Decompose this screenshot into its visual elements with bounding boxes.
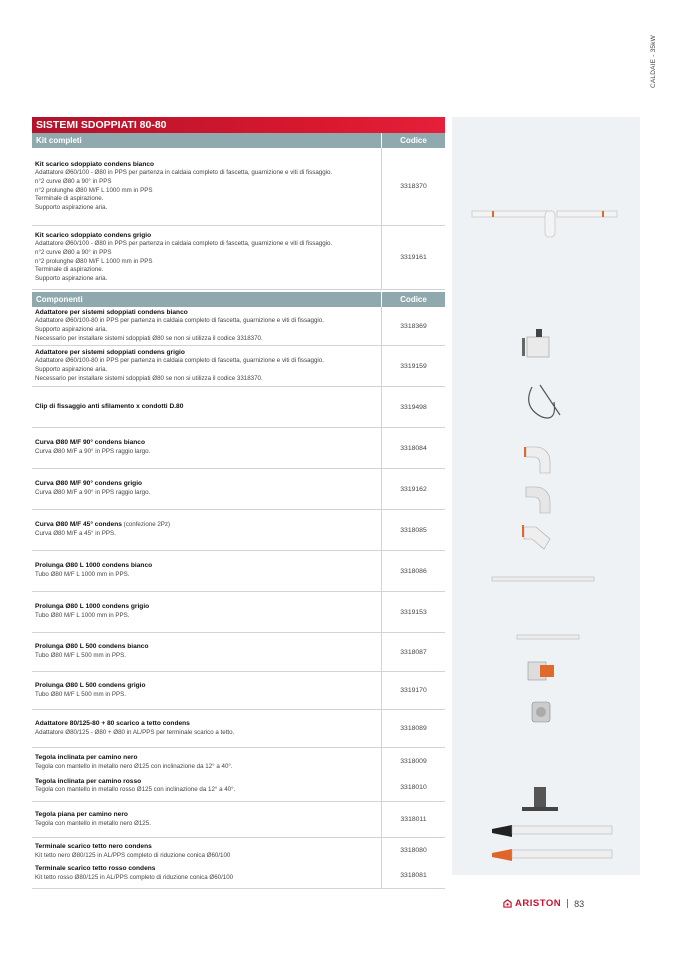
table-row bbox=[32, 748, 445, 802]
item-name: Prolunga Ø80 L 1000 condens grigio bbox=[35, 603, 150, 611]
item-code: 3319170 bbox=[400, 687, 427, 694]
item-detail: Adattatore Ø80/125 - Ø80 + Ø80 in AL/PPS per terminale scarico a tetto. bbox=[35, 728, 235, 736]
item-detail: Kit tetto rosso Ø80/125 in AL/PPS completo di riduzione conica Ø60/100 bbox=[35, 874, 234, 881]
page-number: 83 bbox=[574, 898, 585, 909]
item-description bbox=[32, 307, 382, 345]
item-description bbox=[32, 802, 382, 837]
table-row bbox=[32, 710, 445, 748]
item-name: Curva Ø80 M/F 90° condens grigio bbox=[35, 480, 143, 488]
roof-terminal-black-image bbox=[492, 825, 612, 837]
item-description bbox=[32, 428, 382, 468]
clip-image bbox=[529, 385, 560, 418]
item-detail: Tubo Ø80 M/F L 1000 mm in PPS. bbox=[35, 571, 130, 578]
table-row bbox=[32, 510, 445, 551]
item-detail: Tegola con mantello in metallo rosso Ø125 con inclinazione da 12° a 40°. bbox=[35, 786, 236, 794]
table-row bbox=[32, 672, 445, 710]
item-detail: Tegola con mantello in metallo nero Ø125 con inclinazione da 12° a 40°. bbox=[35, 762, 233, 770]
item-description bbox=[32, 633, 382, 671]
flat-tile-image bbox=[522, 787, 558, 811]
item-code: 3318087 bbox=[400, 648, 427, 656]
item-code: 3318369 bbox=[400, 322, 427, 330]
item-description bbox=[32, 148, 382, 225]
item-detail: Tubo Ø80 M/F L 500 mm in PPS. bbox=[35, 690, 127, 698]
table-row bbox=[32, 307, 445, 346]
item-code: 3318084 bbox=[400, 444, 427, 452]
item-description bbox=[32, 672, 382, 709]
adapter-image bbox=[522, 329, 549, 357]
table-row bbox=[32, 346, 445, 387]
item-name: Tegola inclinata per camino nero bbox=[35, 754, 138, 762]
components-header-code: Codice bbox=[400, 295, 427, 304]
item-code: 3319162 bbox=[400, 485, 427, 493]
section-side-tab: CALDAIE - 35kW bbox=[650, 34, 657, 88]
roof-terminal-red-image bbox=[492, 849, 612, 861]
extension-500-image bbox=[517, 635, 579, 639]
product-images-panel bbox=[452, 117, 640, 875]
item-detail: Supporto aspirazione aria. bbox=[35, 326, 108, 333]
item-code: 3318370 bbox=[400, 183, 427, 190]
item-description bbox=[32, 469, 382, 509]
item-name: Adattatore per sistemi sdoppiati condens grigio bbox=[35, 348, 185, 356]
item-code: 3318081 bbox=[400, 872, 427, 879]
item-detail: Necessario per installare sistemi sdoppiati Ø80 se non si utilizza il codice 3318370. bbox=[35, 374, 263, 382]
item-detail: Tubo Ø80 M/F L 500 mm in PPS. bbox=[35, 652, 127, 659]
extension-1000-image bbox=[492, 577, 594, 581]
item-code: 3319153 bbox=[400, 608, 427, 616]
item-detail: Curva Ø80 M/F a 90° in PPS raggio largo. bbox=[35, 448, 151, 455]
item-detail: Adattatore Ø60/100 - Ø80 in PPS per partenza in caldaia completo di fascetta, guarnizione e viti di fissaggio. bbox=[35, 240, 333, 248]
ariston-logo bbox=[503, 898, 561, 909]
house-icon bbox=[503, 899, 512, 908]
item-description bbox=[32, 226, 382, 289]
kit-pipes-image bbox=[472, 211, 617, 237]
item-name: Kit scarico sdoppiato condens grigio bbox=[35, 231, 152, 239]
item-description bbox=[32, 346, 382, 386]
item-code: 3318089 bbox=[400, 725, 427, 732]
item-detail: Kit tetto nero Ø80/125 in AL/PPS completo di riduzione conica Ø60/100 bbox=[35, 852, 231, 859]
item-name: Curva Ø80 M/F 45° condens bbox=[35, 521, 122, 529]
item-detail: Terminale di aspirazione. bbox=[35, 266, 104, 274]
item-detail: Tegola con mantello in metallo nero Ø125. bbox=[35, 819, 151, 827]
item-description bbox=[32, 551, 382, 591]
item-detail: Adattatore Ø60/100-80 in PPS per partenza in caldaia completo di fascetta, guarnizione e viti di fissaggio. bbox=[35, 357, 324, 365]
kit-header-label: Kit completi bbox=[32, 133, 382, 148]
item-codes bbox=[382, 802, 445, 837]
item-name: Kit scarico sdoppiato condens bianco bbox=[35, 160, 155, 168]
item-description bbox=[32, 748, 382, 801]
item-code: 3318011 bbox=[400, 816, 427, 823]
item-detail: n°2 curve Ø80 a 90° in PPS bbox=[35, 177, 112, 185]
item-detail: n°2 prolunghe Ø80 M/F L 1000 mm in PPS bbox=[35, 257, 153, 265]
item-detail: n°2 prolunghe Ø80 M/F L 1000 mm in PPS bbox=[35, 186, 153, 194]
item-detail: Curva Ø80 M/F a 90° in PPS raggio largo. bbox=[35, 489, 151, 496]
kit-header bbox=[32, 133, 445, 148]
item-name: Curva Ø80 M/F 90° condens bianco bbox=[35, 439, 145, 447]
table-row bbox=[32, 469, 445, 510]
table-row bbox=[32, 428, 445, 469]
item-detail: Adattatore Ø60/100-80 in PPS per partenza in caldaia completo di fascetta, guarnizione e viti di fissaggio. bbox=[35, 317, 324, 325]
components-header bbox=[32, 292, 445, 307]
page-footer bbox=[503, 898, 584, 909]
item-code: 3319161 bbox=[400, 254, 427, 261]
item-detail: Curva Ø80 M/F a 45° in PPS. bbox=[35, 530, 116, 537]
item-code: 3319159 bbox=[400, 362, 427, 370]
item-code: 3318080 bbox=[400, 847, 427, 854]
roof-adapter-image bbox=[532, 702, 550, 722]
item-detail: Tubo Ø80 M/F L 1000 mm in PPS. bbox=[35, 612, 130, 619]
item-name: Terminale scarico tetto rosso condens bbox=[35, 865, 156, 873]
table-row bbox=[32, 838, 445, 889]
item-detail: Adattatore Ø60/100 - Ø80 in PPS per partenza in caldaia completo di fascetta, guarnizione e viti di fissaggio. bbox=[35, 169, 333, 177]
item-detail: Necessario per installare sistemi sdoppiati Ø80 se non si utilizza il codice 3318370. bbox=[35, 334, 263, 342]
item-code: 3318086 bbox=[400, 567, 427, 575]
item-name: Adattatore 80/125-80 + 80 scarico a tetto condens bbox=[35, 719, 190, 727]
item-description bbox=[32, 838, 382, 888]
section-title: SISTEMI SDOPPIATI 80-80 bbox=[32, 117, 445, 133]
table-row bbox=[32, 387, 445, 428]
extension-500-grey-image bbox=[528, 662, 554, 680]
item-detail: n°2 curve Ø80 a 90° in PPS bbox=[35, 248, 112, 256]
components-header-label: Componenti bbox=[32, 292, 382, 307]
brand-name: ARISTON bbox=[515, 898, 562, 909]
item-detail: Terminale di aspirazione. bbox=[35, 195, 104, 203]
product-table bbox=[32, 117, 445, 889]
item-note: (confezione 2Pz) bbox=[123, 521, 171, 529]
kit-header-code: Codice bbox=[400, 136, 427, 145]
item-detail: Supporto aspirazione aria. bbox=[35, 203, 108, 211]
item-code: 3318085 bbox=[400, 526, 427, 534]
divider bbox=[567, 899, 568, 908]
item-description bbox=[32, 592, 382, 632]
item-name: Terminale scarico tetto nero condens bbox=[35, 843, 152, 851]
item-name: Prolunga Ø80 L 1000 condens bianco bbox=[35, 562, 153, 570]
item-code: 3318010 bbox=[400, 784, 427, 792]
item-name: Prolunga Ø80 L 500 condens grigio bbox=[35, 681, 146, 689]
table-row bbox=[32, 551, 445, 592]
curve-90-grey-image bbox=[526, 487, 550, 513]
table-row bbox=[32, 148, 445, 226]
table-row bbox=[32, 633, 445, 672]
item-description bbox=[32, 387, 382, 427]
item-name: Prolunga Ø80 L 500 condens bianco bbox=[35, 643, 149, 651]
item-detail: Supporto aspirazione aria. bbox=[35, 366, 108, 373]
item-code: 3318009 bbox=[400, 757, 427, 765]
table-row bbox=[32, 226, 445, 290]
item-description bbox=[32, 710, 382, 747]
table-row bbox=[32, 802, 445, 838]
table-row bbox=[32, 592, 445, 633]
item-codes bbox=[382, 748, 445, 801]
item-name: Adattatore per sistemi sdoppiati condens bianco bbox=[35, 308, 188, 316]
item-code: 3319498 bbox=[400, 403, 427, 411]
item-codes bbox=[382, 838, 445, 888]
item-description bbox=[32, 510, 382, 550]
item-name: Tegola piana per camino nero bbox=[35, 810, 128, 818]
item-detail: Supporto aspirazione aria. bbox=[35, 274, 108, 282]
curve-45-image bbox=[524, 527, 550, 549]
curve-90-white-image bbox=[526, 447, 550, 473]
item-name: Clip di fissaggio anti sfilamento x condotti D.80 bbox=[35, 402, 184, 410]
item-name: Tegola inclinata per camino rosso bbox=[35, 777, 142, 785]
